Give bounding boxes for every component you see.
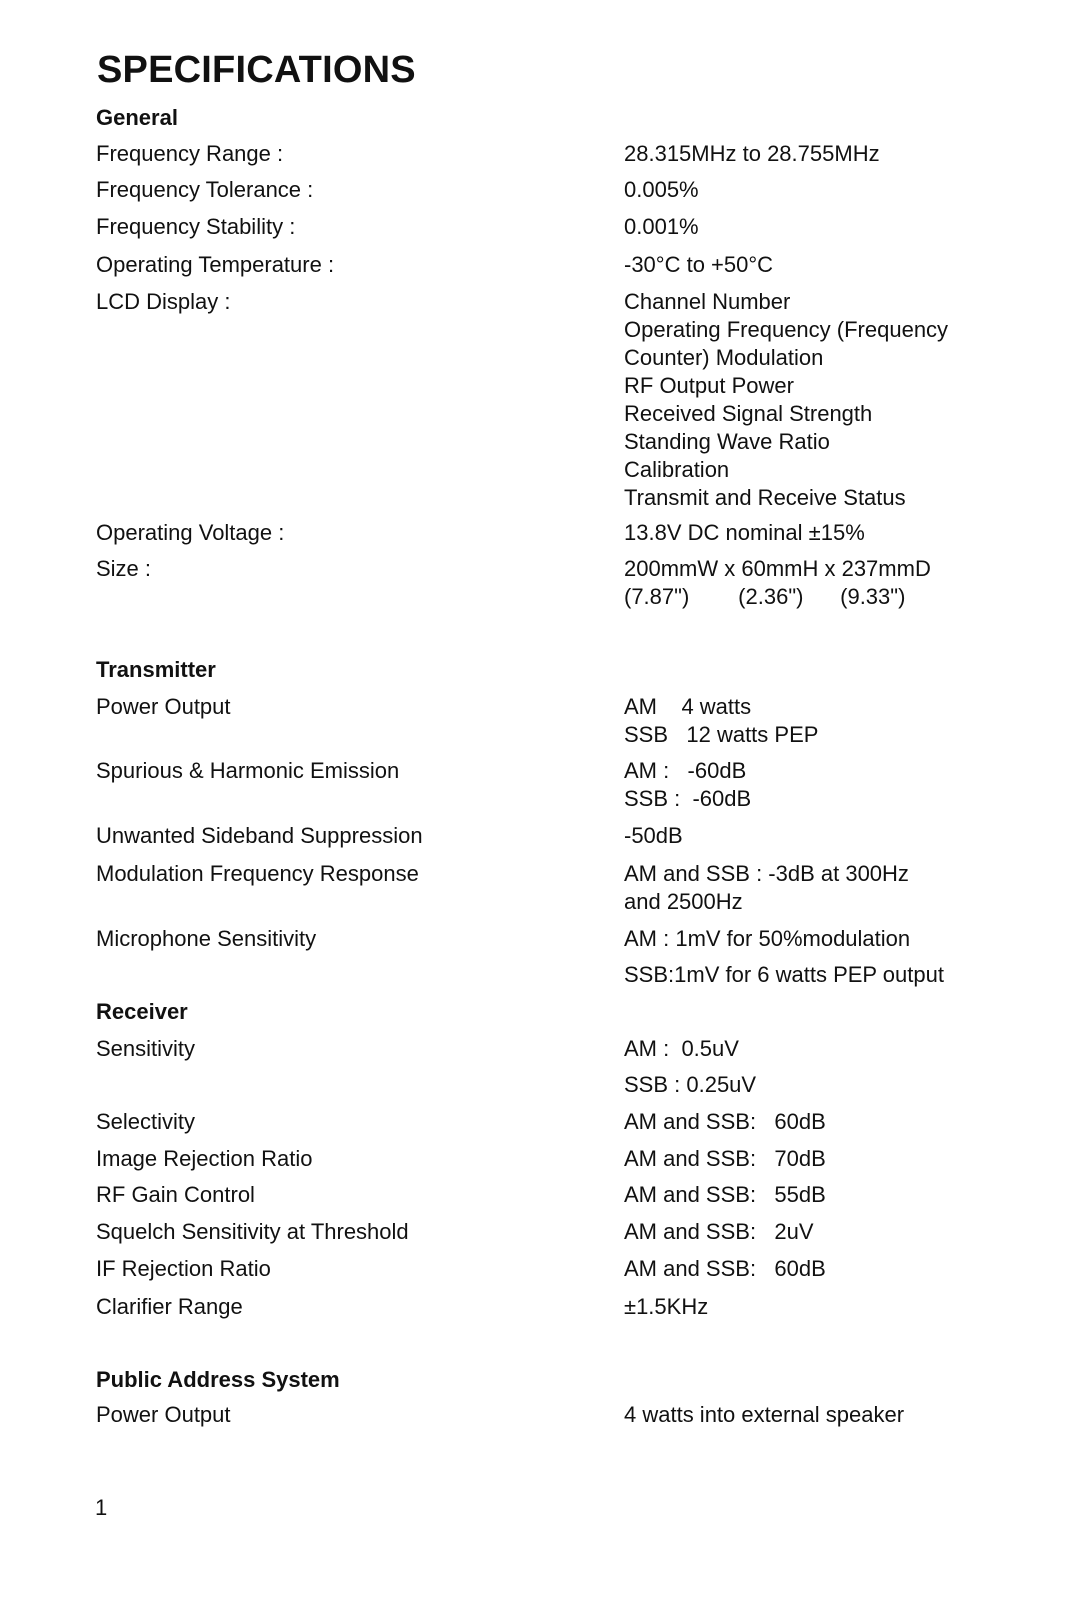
lcd-display-item: Transmit and Receive Status	[624, 485, 906, 510]
sensitivity-am: AM : 0.5uV	[624, 1036, 739, 1061]
image-rejection-value: AM and SSB: 70dB	[624, 1146, 826, 1171]
lcd-display-item: Standing Wave Ratio	[624, 429, 830, 454]
sensitivity-values	[624, 1035, 756, 1099]
size-values	[624, 555, 931, 611]
unwanted-sideband-label: Unwanted Sideband Suppression	[96, 823, 423, 848]
microphone-sensitivity-ssb: SSB:1mV for 6 watts PEP output	[624, 962, 944, 987]
size-dimensions: 200mmW x 60mmH x 237mmD	[624, 556, 931, 581]
if-rejection-label: IF Rejection Ratio	[96, 1256, 271, 1281]
if-rejection-value: AM and SSB: 60dB	[624, 1256, 826, 1281]
spurious-harmonic-label: Spurious & Harmonic Emission	[96, 758, 400, 783]
microphone-sensitivity-label: Microphone Sensitivity	[96, 926, 317, 951]
rf-gain-value: AM and SSB: 55dB	[624, 1182, 826, 1207]
section-heading-public-address: Public Address System	[96, 1367, 340, 1392]
selectivity-value: AM and SSB: 60dB	[624, 1109, 826, 1134]
frequency-stability-label: Frequency Stability :	[96, 214, 296, 239]
lcd-display-item: Channel Number	[624, 289, 791, 314]
page-number: 1	[95, 1495, 108, 1520]
modulation-frequency-response-line: AM and SSB : -3dB at 300Hz	[624, 861, 909, 886]
lcd-display-label: LCD Display :	[96, 289, 231, 314]
section-heading-receiver: Receiver	[96, 999, 188, 1024]
tx-power-output-am: AM 4 watts	[624, 694, 752, 719]
lcd-display-item: Counter) Modulation	[624, 345, 824, 370]
lcd-display-item: Calibration	[624, 457, 730, 482]
size-dimensions-inches: (7.87") (2.36") (9.33")	[624, 584, 906, 609]
clarifier-range-label: Clarifier Range	[96, 1294, 243, 1319]
modulation-frequency-response-values	[624, 860, 909, 916]
pa-power-output-value: 4 watts into external speaker	[624, 1402, 905, 1427]
frequency-range-label: Frequency Range :	[96, 141, 284, 166]
modulation-frequency-response-line: and 2500Hz	[624, 889, 743, 914]
selectivity-label: Selectivity	[96, 1109, 196, 1134]
unwanted-sideband-value: -50dB	[624, 823, 683, 848]
sensitivity-label: Sensitivity	[96, 1036, 196, 1061]
section-heading-transmitter: Transmitter	[96, 657, 216, 682]
spurious-harmonic-ssb: SSB : -60dB	[624, 786, 752, 811]
operating-temperature-label: Operating Temperature :	[96, 252, 335, 277]
tx-power-output-values	[624, 693, 818, 749]
rf-gain-label: RF Gain Control	[96, 1182, 255, 1207]
modulation-frequency-response-label: Modulation Frequency Response	[96, 861, 419, 886]
lcd-display-values	[624, 288, 948, 512]
spurious-harmonic-values	[624, 757, 751, 813]
page-title: SPECIFICATIONS	[97, 49, 416, 91]
frequency-tolerance-label: Frequency Tolerance :	[96, 177, 314, 202]
clarifier-range-value: ±1.5KHz	[624, 1294, 709, 1319]
size-label: Size :	[96, 556, 152, 581]
tx-power-output-ssb: SSB 12 watts PEP	[624, 722, 819, 747]
lcd-display-item: Received Signal Strength	[624, 401, 873, 426]
squelch-value: AM and SSB: 2uV	[624, 1219, 814, 1244]
image-rejection-label: Image Rejection Ratio	[96, 1146, 313, 1171]
lcd-display-item: RF Output Power	[624, 373, 794, 398]
operating-temperature-value: -30°C to +50°C	[624, 252, 774, 277]
microphone-sensitivity-values	[624, 925, 944, 989]
frequency-tolerance-value: 0.005%	[624, 177, 699, 202]
lcd-display-item: Operating Frequency (Frequency	[624, 317, 949, 342]
frequency-stability-value: 0.001%	[624, 214, 699, 239]
squelch-label: Squelch Sensitivity at Threshold	[96, 1219, 409, 1244]
section-heading-general: General	[96, 105, 178, 130]
operating-voltage-value: 13.8V DC nominal ±15%	[624, 520, 865, 545]
pa-power-output-label: Power Output	[96, 1402, 231, 1427]
frequency-range-value: 28.315MHz to 28.755MHz	[624, 141, 880, 166]
spurious-harmonic-am: AM : -60dB	[624, 758, 747, 783]
tx-power-output-label: Power Output	[96, 694, 231, 719]
microphone-sensitivity-am: AM : 1mV for 50%modulation	[624, 926, 911, 951]
sensitivity-ssb: SSB : 0.25uV	[624, 1072, 757, 1097]
operating-voltage-label: Operating Voltage :	[96, 520, 285, 545]
